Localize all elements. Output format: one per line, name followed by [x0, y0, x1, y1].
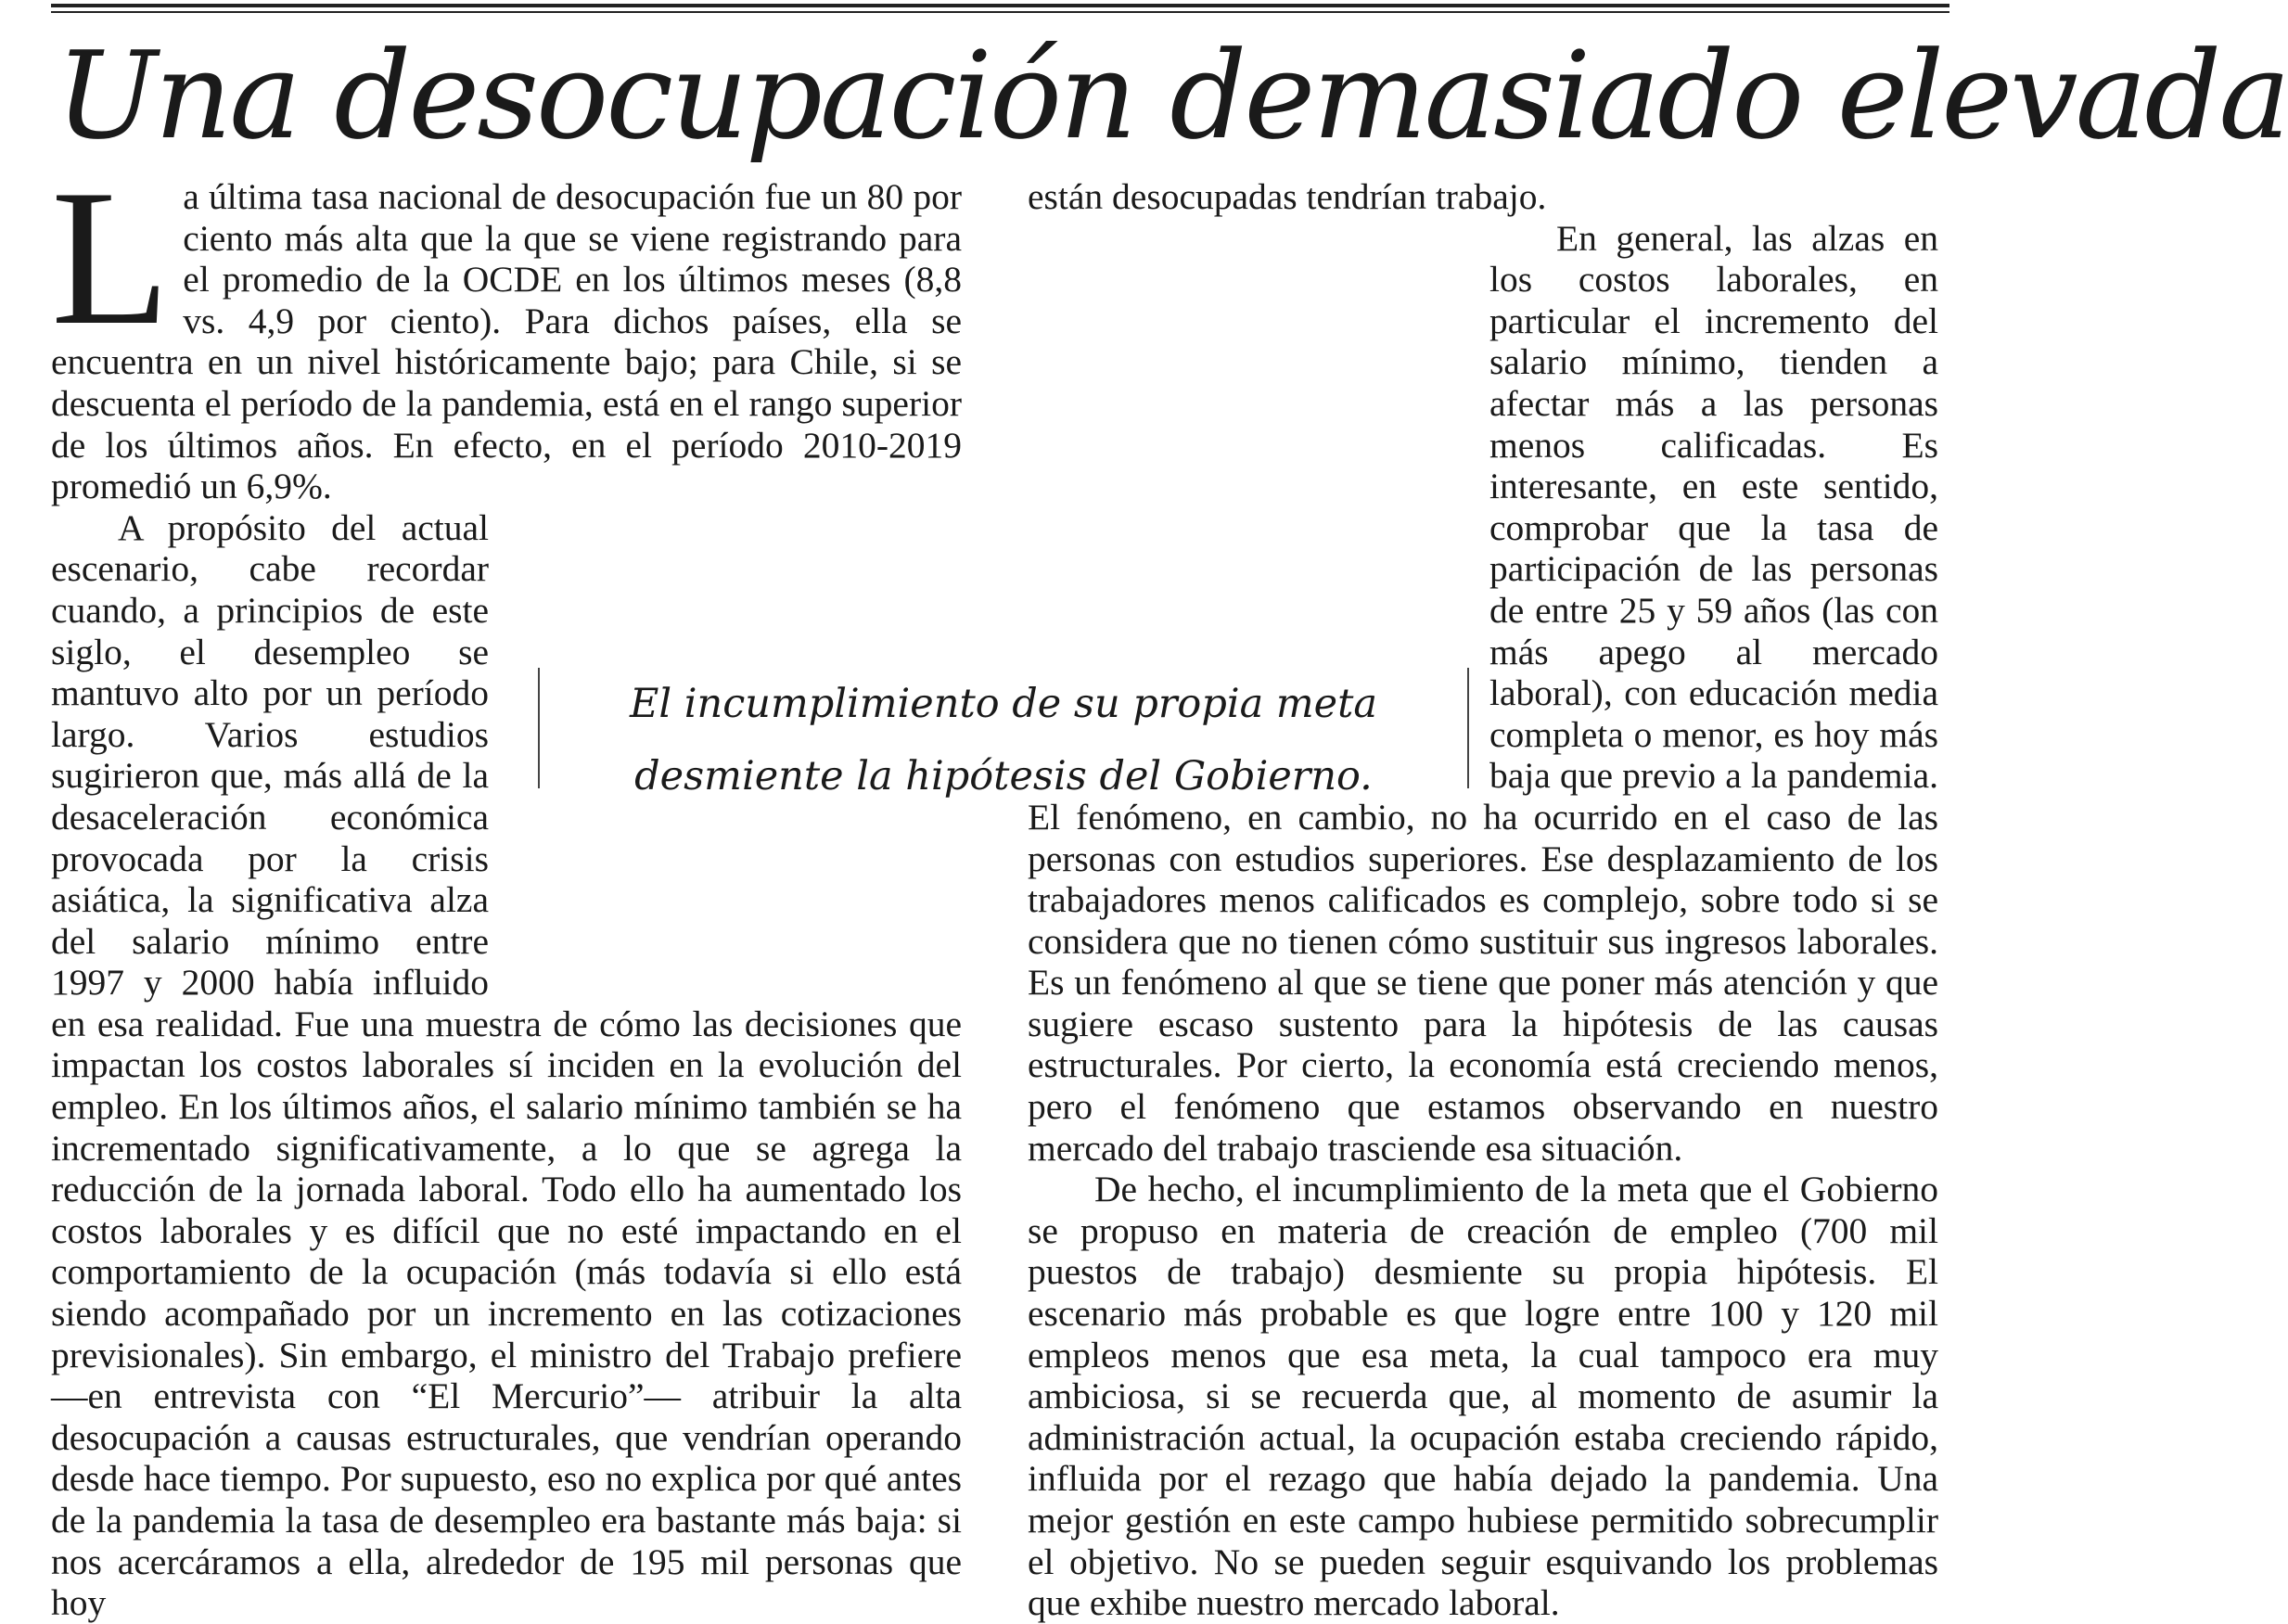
left-paragraph-1: a última tasa nacional de desocupación fue un 80 por ciento más alta que la que se viene registrando para el promedio de la OCDE en los últimos meses (8,8 vs. 4,9 por ciento). Para dichos países, ella se encuentra en un nivel históricamente bajo; para Chile, si se descuenta el período de la pandemia, está en el rango superior de los últimos años. En efecto, en el período 2010-2019 promedió un 6,9%.: [51, 176, 962, 507]
right-paragraph-2: En general, las alzas en los costos laborales, en particular el incremento del salario mínimo, tienden a afectar más a las personas menos calificadas. Es interesante, en este sentido, comprobar que la tasa de participación de las personas de entre 25 y 59 años (las con más apego al mercado laboral), con educación media completa o menor, es hoy más baja que previo a la pandemia. El fenómeno, en cambio, no ha ocurrido en el caso de las personas con estudios superiores. Ese desplazamiento de los trabajadores menos calificados es complejo, sobre todo si se considera que no tienen cómo sustituir sus ingresos laborales. Es un fenómeno al que se tiene que poner más atención y que sugiere escaso sustento para la hipótesis de las causas estructurales. Por cierto, la economía está creciendo menos, pero el fenómeno que estamos observando en nuestro mercado del trabajo trasciende esa situación.: [1028, 217, 1938, 1169]
headline: Una desocupación demasiado elevada: [56, 25, 2288, 166]
right-paragraph-3: De hecho, el incumplimiento de la meta que el Gobierno se propuso en materia de creación de empleo (700 mil puestos de trabajo) desmiente su propia hipótesis. El escenario más probable es que logre entre 100 y 120 mil empleos menos que esa meta, la cual tampoco era muy ambiciosa, si se recuerda que, al momento de asumir la administración actual, la ocupación estaba creciendo rápido, influida por el rezago que había dejado la pandemia. Una mejor gestión en este campo hubiese permitido sobrecumplir el objetivo. No se pueden seguir esquivando los problemas que exhibe nuestro mercado laboral.: [1028, 1169, 1938, 1624]
left-column: [51, 150, 962, 1624]
right-paragraph-1: están desocupadas tendrían trabajo.: [1028, 176, 1547, 217]
top-rule: [51, 4, 1949, 7]
top-rule-thin: [51, 11, 1949, 13]
pull-quote-wrap-left: [489, 795, 962, 980]
right-column: [1028, 176, 1938, 1624]
drop-cap: L: [51, 150, 171, 365]
left-paragraph-2: A propósito del actual escenario, cabe recordar cuando, a principios de este siglo, el desempleo se mantuvo alto por un período largo. Varios estudios sugirieron que, más allá de la desaceleración económica provocada por la crisis asiática, la significativa alza del salario mínimo entre 1997 y 2000 había influido en esa realidad. Fue una muestra de cómo las decisiones que impactan los costos laborales sí inciden en la evolución del empleo. En los últimos años, el salario mínimo también se ha incrementado significativamente, a lo que se agrega la reducción de la jornada laboral. Todo ello ha aumentado los costos laborales y es difícil que no esté impactando en el comportamiento de la ocupación (más todavía si ello está siendo acompañado por un incremento en las cotizaciones previsionales). Sin embargo, el ministro del Trabajo prefiere —en entrevista con “El Mercurio”— atribuir la alta desocupación a causas estructurales, que vendrían operando desde hace tiempo. Por supuesto, eso no explica por qué antes de la pandemia la tasa de desempleo era bastante más baja: si nos acercáramos a ella, alrededor de 195 mil personas que hoy: [51, 506, 962, 1624]
pull-quote: El incumplimiento de su propia meta desmiente la hipótesis del Gobierno.: [538, 668, 1469, 788]
